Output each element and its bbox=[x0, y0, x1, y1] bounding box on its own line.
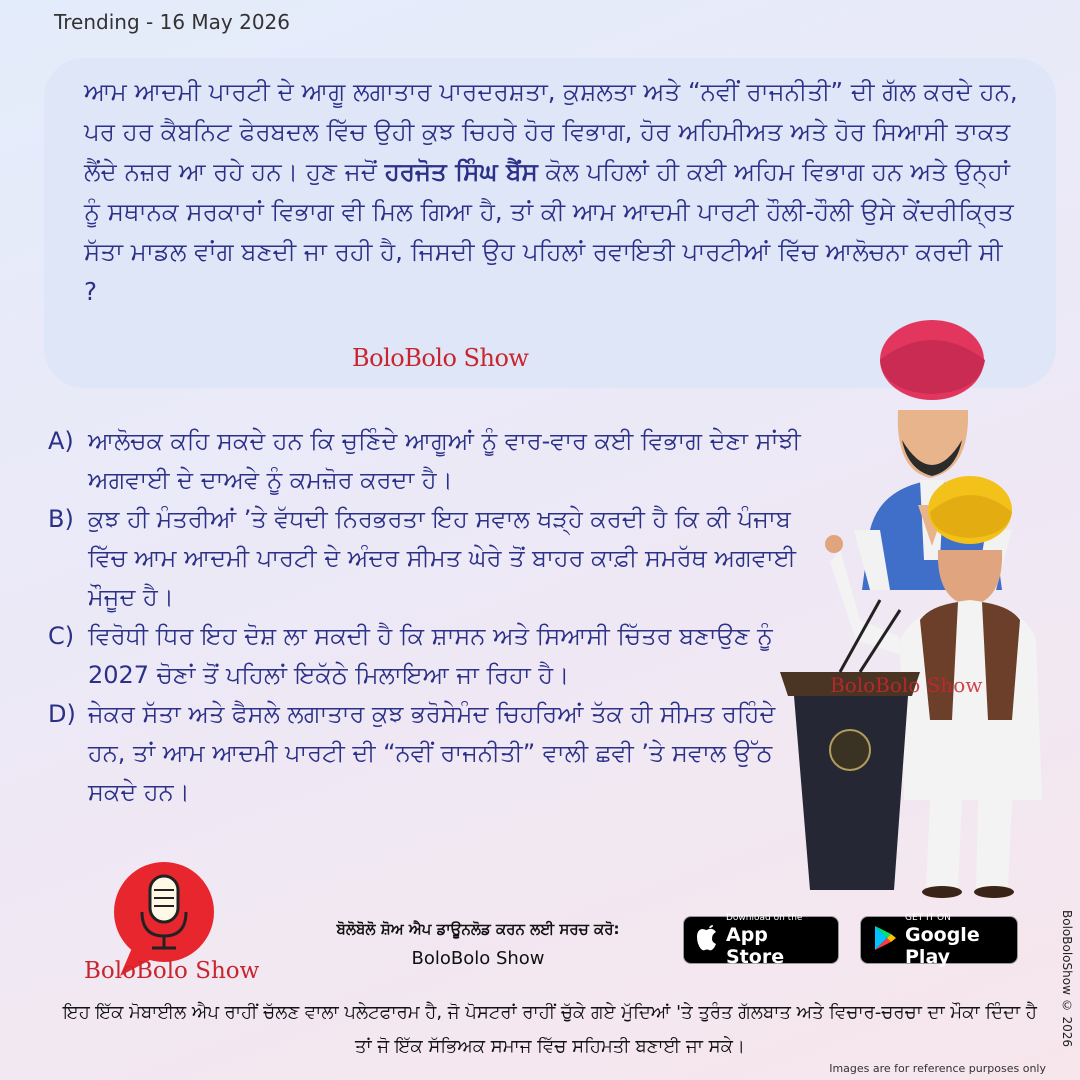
card-watermark: BoloBolo Show bbox=[352, 344, 529, 372]
app-store-button[interactable] bbox=[683, 912, 839, 968]
question-text-part2: ਕੋਲ ਪਹਿਲਾਂ ਹੀ ਕਈ ਅਹਿਮ ਵਿਭਾਗ ਹਨ ਅਤੇ ਉਨ੍ਹਾਂ ਨੂੰ ਸਥਾਨਕ ਸਰਕਾਰਾਂ ਵਿਭਾਗ ਵੀ ਮਿਲ ਗਿਆ ਹੈ, ਤਾਂ ਕੀ ਆਮ ਆਦਮੀ ਪਾਰਟੀ ਹੌਲੀ-ਹੌਲੀ ਉਸੇ ਕੇਂਦਰੀਕ੍ਰਿਤ ਸੱਤਾ ਮਾਡਲ ਵਾਂਗ ਬਣਦੀ ਜਾ ਰਹੀ ਹੈ, ਜਿਸਦੀ ਉਹ ਪਹਿਲਾਂ ਰਵਾਇਤੀ ਪਾਰਟੀਆਂ ਵਿੱਚ ਆਲੋਚਨਾ ਕਰਦੀ ਸੀ ? bbox=[84, 157, 1014, 306]
option-text: ਆਲੋਚਕ ਕਹਿ ਸਕਦੇ ਹਨ ਕਿ ਚੁਣਿੰਦੇ ਆਗੂਆਂ ਨੂੰ ਵਾਰ-ਵਾਰ ਕਈ ਵਿਭਾਗ ਦੇਣਾ ਸਾਂਝੀ ਅਗਵਾਈ ਦੇ ਦਾਅਵੇ ਨੂੰ ਕਮਜ਼ੋਰ ਕਰਦਾ ਹੈ। bbox=[88, 427, 801, 494]
googleplay-big-text: Google Play bbox=[905, 923, 980, 968]
politicians-illustration bbox=[780, 300, 1050, 900]
options-list bbox=[48, 422, 818, 812]
download-prompt: ਬੋਲੋਬੋਲੋ ਸ਼ੋਅ ਐਪ ਡਾਊਨਲੋਡ ਕਰਨ ਲਈ ਸਰਚ ਕਰੋ: bbox=[336, 920, 620, 938]
google-play-icon bbox=[873, 925, 897, 955]
date-label: Trending - 16 May 2026 bbox=[54, 10, 291, 34]
option-letter: A) bbox=[48, 427, 74, 455]
apple-icon bbox=[696, 925, 718, 955]
question-text-part1: ਆਮ ਆਦਮੀ ਪਾਰਟੀ ਦੇ ਆਗੂ ਲਗਾਤਾਰ ਪਾਰਦਰਸ਼ਤਾ, ਕੁਸ਼ਲਤਾ ਅਤੇ “ਨਵੀਂ ਰਾਜਨੀਤੀ” ਦੀ ਗੱਲ ਕਰਦੇ ਹਨ, ਪਰ ਹਰ ਕੈਬਨਿਟ ਫੇਰਬਦਲ ਵਿੱਚ ਉਹੀ ਕੁਝ ਚਿਹਰੇ ਹੋਰ ਵਿਭਾਗ, ਹੋਰ ਅਹਿਮੀਅਤ ਅਤੇ ਹੋਰ ਸਿਆਸੀ ਤਾਕਤ ਲੈਂਦੇ ਨਜ਼ਰ ਆ ਰਹੇ ਹਨ। ਹੁਣ ਜਦੋਂ bbox=[84, 77, 1018, 186]
question-text bbox=[84, 72, 1018, 312]
option-text: ਵਿਰੋਧੀ ਧਿਰ ਇਹ ਦੋਸ਼ ਲਾ ਸਕਦੀ ਹੈ ਕਿ ਸ਼ਾਸਨ ਅਤੇ ਸਿਆਸੀ ਚਿੱਤਰ ਬਣਾਉਣ ਨੂੰ 2027 ਚੋਣਾਂ ਤੋਂ ਪਹਿਲਾਂ ਇਕੱਠੇ ਮਿਲਾਇਆ ਜਾ ਰਿਹਾ ਹੈ। bbox=[88, 622, 773, 689]
option-a[interactable] bbox=[48, 422, 818, 500]
option-d[interactable] bbox=[48, 695, 818, 812]
option-c[interactable] bbox=[48, 617, 818, 695]
option-letter: D) bbox=[48, 700, 76, 728]
option-b[interactable] bbox=[48, 500, 818, 617]
googleplay-small-text: GET IT ON bbox=[905, 912, 951, 923]
highlighted-name: ਹਰਜੋਤ ਸਿੰਘ ਬੈਂਸ bbox=[384, 157, 538, 186]
google-play-button[interactable] bbox=[860, 912, 1018, 968]
option-text: ਜੇਕਰ ਸੱਤਾ ਅਤੇ ਫੈਸਲੇ ਲਗਾਤਾਰ ਕੁਝ ਭਰੋਸੇਮੰਦ ਚਿਹਰਿਆਂ ਤੱਕ ਹੀ ਸੀਮਤ ਰਹਿੰਦੇ ਹਨ, ਤਾਂ ਆਮ ਆਦਮੀ ਪਾਰਟੀ ਦੀ “ਨਵੀਂ ਰਾਜਨੀਤੀ” ਵਾਲੀ ਛਵੀ ’ਤੇ ਸਵਾਲ ਉੱਠ ਸਕਦੇ ਹਨ। bbox=[88, 700, 776, 806]
reference-note: Images are for reference purposes only bbox=[829, 1062, 1046, 1075]
option-text: ਕੁਝ ਹੀ ਮੰਤਰੀਆਂ ’ਤੇ ਵੱਧਦੀ ਨਿਰਭਰਤਾ ਇਹ ਸਵਾਲ ਖੜ੍ਹੇ ਕਰਦੀ ਹੈ ਕਿ ਕੀ ਪੰਜਾਬ ਵਿੱਚ ਆਮ ਆਦਮੀ ਪਾਰਟੀ ਦੇ ਅੰਦਰ ਸੀਮਤ ਘੇਰੇ ਤੋਂ ਬਾਹਰ ਕਾਫ਼ੀ ਸਮਰੱਥ ਅਗਵਾਈ ਮੌਜੂਦ ਹੈ। bbox=[88, 505, 797, 611]
download-info bbox=[288, 920, 668, 969]
image-watermark: BoloBolo Show bbox=[830, 673, 983, 697]
appstore-big-text: App Store bbox=[726, 923, 785, 968]
footer-description: ਇਹ ਇੱਕ ਮੋਬਾਈਲ ਐਪ ਰਾਹੀਂ ਚੱਲਣ ਵਾਲਾ ਪਲੇਟਫਾਰਮ ਹੈ, ਜੋ ਪੋਸਟਰਾਂ ਰਾਹੀਂ ਚੁੱਕੇ ਗਏ ਮੁੱਦਿਆਂ 'ਤੇ ਤੁਰੰਤ ਗੱਲਬਾਤ ਅਤੇ ਵਿਚਾਰ-ਚਰਚਾ ਦਾ ਮੌਕਾ ਦਿੰਦਾ ਹੈ ਤਾਂ ਜੋ ਇੱਕ ਸੱਭਿਅਕ ਸਮਾਜ ਵਿੱਚ ਸਹਿਮਤੀ ਬਣਾਈ ਜਾ ਸਕੇ। bbox=[63, 1002, 1037, 1057]
option-letter: C) bbox=[48, 622, 75, 650]
option-letter: B) bbox=[48, 505, 74, 533]
figure-top bbox=[854, 320, 1012, 590]
logo-label: BoloBolo Show bbox=[84, 958, 260, 984]
app-name: BoloBolo Show bbox=[411, 948, 545, 969]
copyright-vertical: BoloBoloShow © 2026 bbox=[1060, 910, 1074, 1048]
appstore-small-text: Download on the bbox=[726, 912, 803, 923]
